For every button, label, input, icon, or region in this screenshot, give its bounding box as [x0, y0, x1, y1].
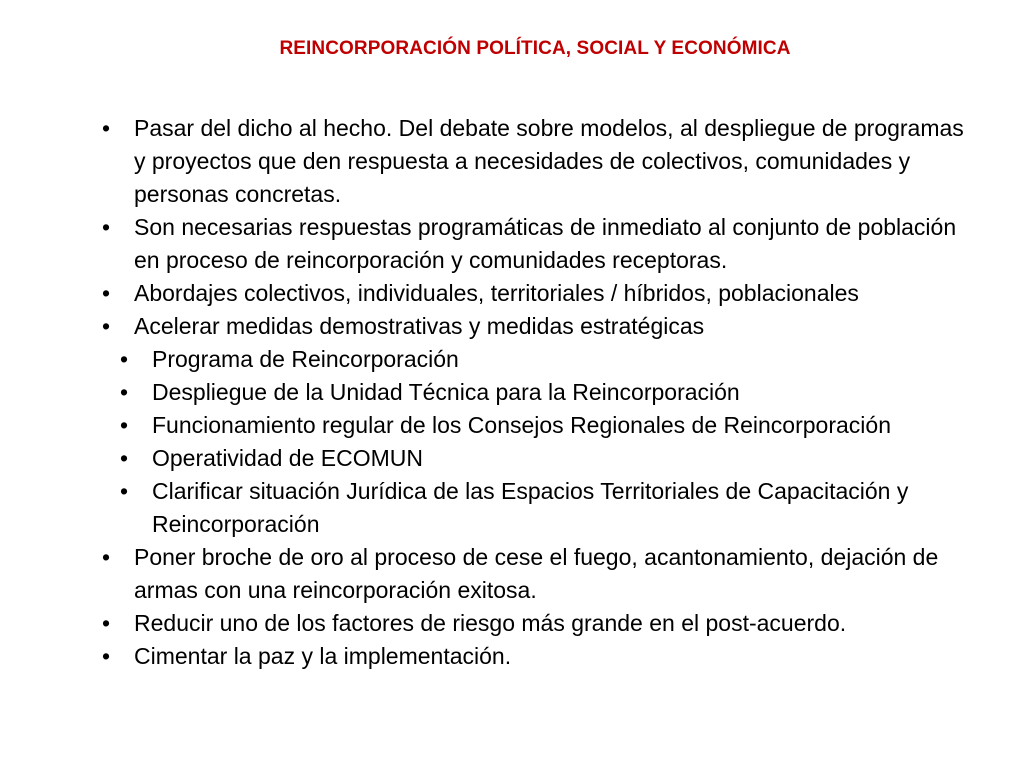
sub-bullet-icon: •: [120, 478, 129, 504]
bullet-item: [100, 211, 980, 277]
bullet-text: Poner broche de oro al proceso de cese el fuego, acantonamiento, dejación de armas con una reincorporación exitosa.: [134, 544, 939, 603]
sub-bullet-text: Despliegue de la Unidad Técnica para la Reincorporación: [152, 379, 740, 405]
bullet-item: [100, 640, 980, 673]
sub-bullet-text: Clarificar situación Jurídica de las Espacios Territoriales de Capacitación y Reincorporación: [152, 478, 909, 537]
bullet-item: [100, 310, 980, 343]
sub-bullet-item: [66, 343, 980, 376]
sub-bullet-list: [66, 343, 980, 541]
sub-bullet-group: [66, 343, 980, 541]
bullet-item: [100, 277, 980, 310]
bullet-text: Son necesarias respuestas programáticas de inmediato al conjunto de población en proceso de reincorporación y comunidades receptoras.: [134, 214, 957, 273]
bullet-icon: •: [102, 214, 111, 240]
sub-bullet-item: [66, 442, 980, 475]
sub-bullet-icon: •: [120, 412, 129, 438]
sub-bullet-item: [66, 409, 980, 442]
sub-bullet-icon: •: [120, 445, 129, 471]
sub-bullet-text: Funcionamiento regular de los Consejos Regionales de Reincorporación: [152, 412, 891, 438]
bullet-text: Reducir uno de los factores de riesgo más grande en el post-acuerdo.: [134, 610, 847, 636]
sub-bullet-icon: •: [120, 346, 129, 372]
bullet-list: [100, 112, 980, 343]
bullet-icon: •: [102, 115, 111, 141]
sub-bullet-item: [66, 376, 980, 409]
bullet-text: Acelerar medidas demostrativas y medidas estratégicas: [134, 313, 705, 339]
bullet-icon: •: [102, 280, 111, 306]
sub-bullet-icon: •: [120, 379, 129, 405]
bullet-item: [100, 607, 980, 640]
bullet-icon: •: [102, 544, 111, 570]
bullet-item: [100, 541, 980, 607]
bullet-text: Cimentar la paz y la implementación.: [134, 643, 512, 669]
bullet-list-continued: [100, 541, 980, 673]
bullet-text: Pasar del dicho al hecho. Del debate sobre modelos, al despliegue de programas y proyectos que den respuesta a necesidades de colectivos, comunidades y personas concretas.: [134, 115, 964, 207]
sub-bullet-text: Programa de Reincorporación: [152, 346, 459, 372]
bullet-icon: •: [102, 643, 111, 669]
bullet-icon: •: [102, 313, 111, 339]
bullet-content: [100, 112, 980, 673]
sub-bullet-text: Operatividad de ECOMUN: [152, 445, 423, 471]
bullet-icon: •: [102, 610, 111, 636]
bullet-item: [100, 112, 980, 211]
sub-bullet-item: [66, 475, 980, 541]
slide-title: REINCORPORACIÓN POLÍTICA, SOCIAL Y ECONÓMICA: [279, 38, 791, 59]
bullet-text: Abordajes colectivos, individuales, territoriales / híbridos, poblacionales: [134, 280, 859, 306]
